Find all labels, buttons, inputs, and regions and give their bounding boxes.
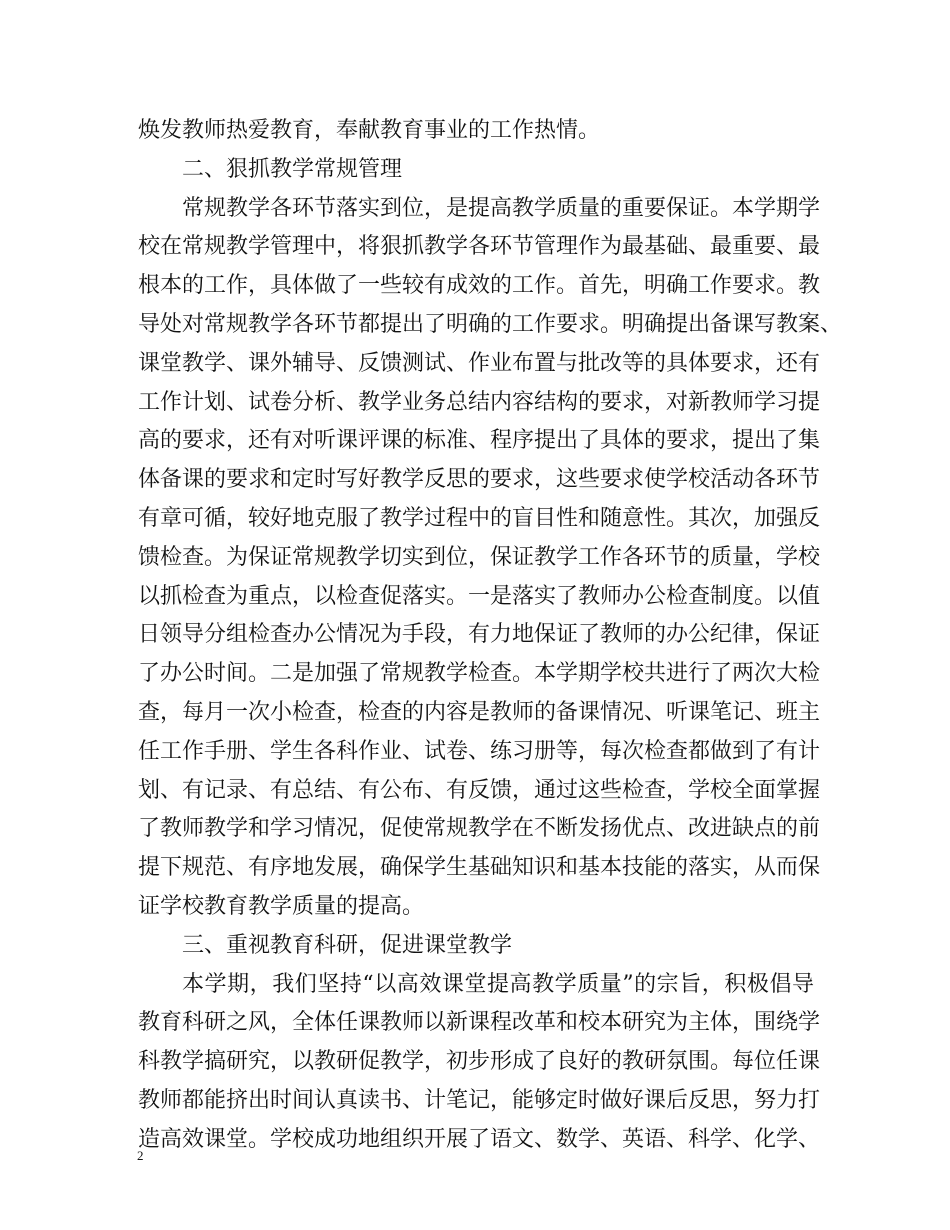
body-text bbox=[138, 112, 843, 1160]
text-line: 课堂教学、课外辅导、反馈测试、作业布置与批改等的具体要求，还有 bbox=[138, 350, 821, 376]
text-line: 以抓检查为重点，以检查促落实。一是落实了教师办公检查制度。以值 bbox=[138, 583, 821, 609]
text-line: 查，每月一次小检查，检查的内容是教师的备课情况、听课笔记、班主 bbox=[138, 699, 821, 725]
text-line: 高的要求，还有对听课评课的标准、程序提出了具体的要求，提出了集 bbox=[138, 428, 821, 454]
text-line: 科教学搞研究，以教研促教学，初步形成了良好的教研氛围。每位任课 bbox=[138, 1049, 821, 1075]
text-line: 任工作手册、学生各科作业、试卷、练习册等，每次检查都做到了有计 bbox=[138, 738, 821, 764]
text-line: 造高效课堂。学校成功地组织开展了语文、数学、英语、科学、化学、 bbox=[138, 1126, 821, 1152]
text-line: 根本的工作，具体做了一些较有成效的工作。首先，明确工作要求。教 bbox=[138, 273, 821, 299]
text-line: 工作计划、试卷分析、教学业务总结内容结构的要求，对新教师学习提 bbox=[138, 389, 821, 415]
text-line: 导处对常规教学各环节都提出了明确的工作要求。明确提出备课写教案、 bbox=[138, 311, 843, 337]
text-line: 体备课的要求和定时写好教学反思的要求，这些要求使学校活动各环节 bbox=[138, 467, 821, 493]
text-line: 了教师教学和学习情况，促使常规教学在不断发扬优点、改进缺点的前 bbox=[138, 816, 821, 842]
text-line: 焕发教师热爱教育，奉献教育事业的工作热情。 bbox=[138, 118, 601, 143]
text-line: 校在常规教学管理中，将狠抓教学各环节管理作为最基础、最重要、最 bbox=[138, 234, 821, 260]
text-line: 有章可循，较好地克服了教学过程中的盲目性和随意性。其次，加强反 bbox=[138, 505, 821, 531]
text-line: 馈检查。为保证常规教学切实到位，保证教学工作各环节的质量，学校 bbox=[138, 544, 821, 570]
text-line: 证学校教育教学质量的提高。 bbox=[138, 893, 425, 919]
text-line: 三、重视教育科研，促进课堂教学 bbox=[182, 932, 513, 958]
text-line: 常规教学各环节落实到位，是提高教学质量的重要保证。本学期学 bbox=[182, 195, 821, 221]
text-line: 教师都能挤出时间认真读书、计笔记，能够定时做好课后反思，努力打 bbox=[138, 1087, 821, 1113]
text-line: 提下规范、有序地发展，确保学生基础知识和基本技能的落实，从而保 bbox=[138, 855, 821, 881]
text-line: 二、狠抓教学常规管理 bbox=[182, 156, 403, 182]
page-number: 2 bbox=[137, 1148, 144, 1163]
text-line: 划、有记录、有总结、有公布、有反馈，通过这些检查，学校全面掌握 bbox=[138, 777, 821, 803]
text-line: 教育科研之风，全体任课教师以新课程改革和校本研究为主体，围绕学 bbox=[138, 1010, 821, 1036]
text-line: 了办公时间。二是加强了常规教学检查。本学期学校共进行了两次大检 bbox=[138, 661, 821, 687]
text-line: 日领导分组检查办公情况为手段，有力地保证了教师的办公纪律，保证 bbox=[138, 622, 821, 648]
text-line: 本学期，我们坚持“以高效课堂提高教学质量”的宗旨，积极倡导 bbox=[182, 971, 814, 997]
